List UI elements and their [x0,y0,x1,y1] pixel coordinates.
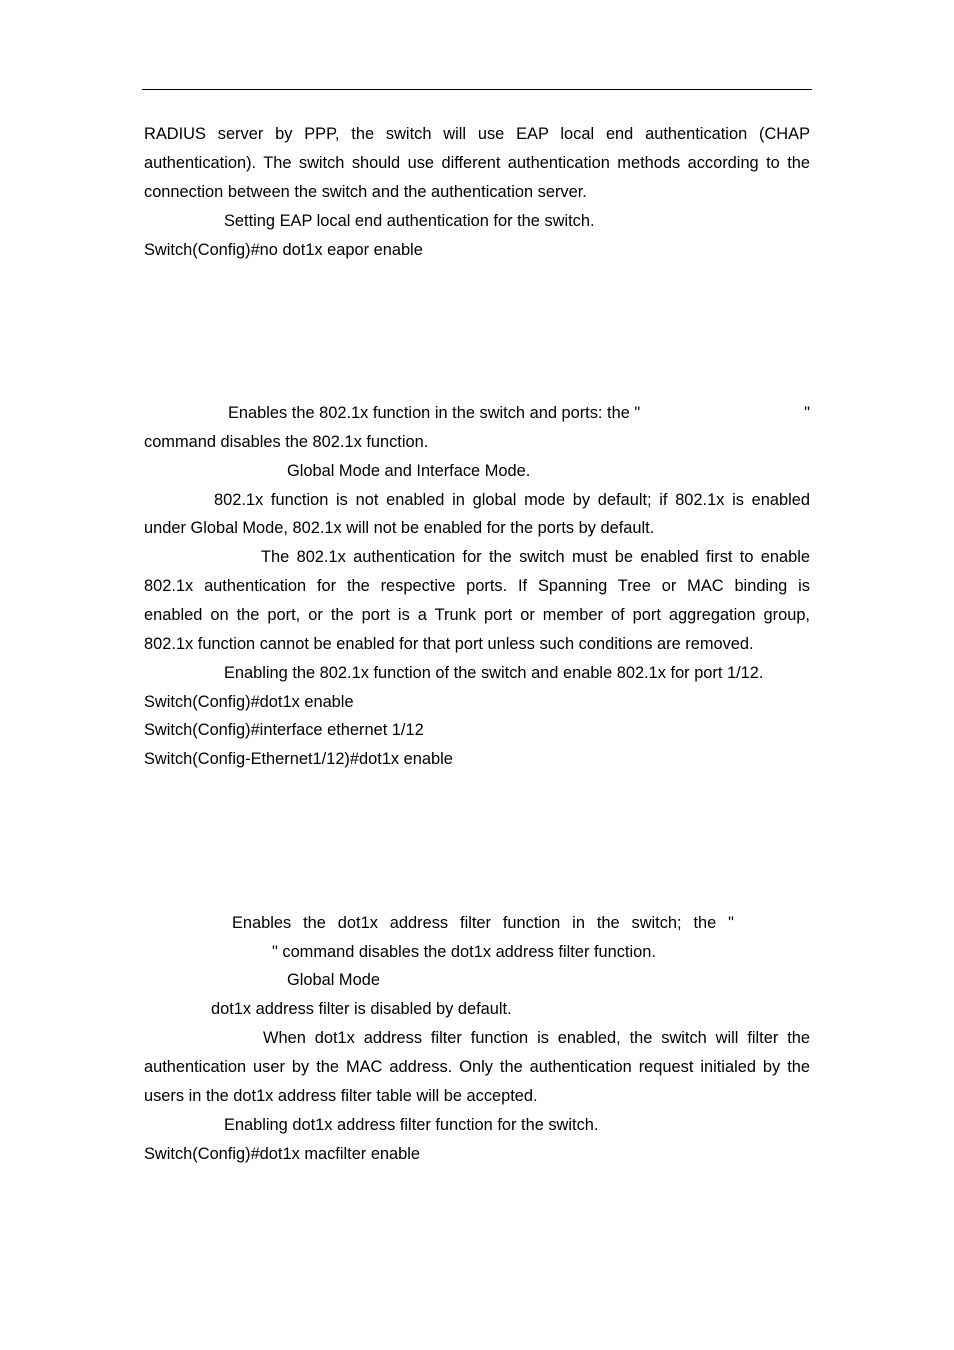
usage-line: The 802.1x authentication for the switch must be enabled first to enable [261,548,810,566]
mode-text: Global Mode and Interface Mode. [287,462,531,480]
example-text: Enabling dot1x address filter function for the switch. [224,1116,599,1134]
usage-line: 802.1x authentication for the respective ports. If Spanning Tree or MAC binding is [144,577,810,595]
function-line: " command disables the dot1x address filter function. [272,943,656,961]
default-line: under Global Mode, 802.1x will not be enabled for the ports by default. [144,519,655,537]
command-line: Switch(Config)#interface ethernet 1/12 [144,721,424,739]
function-text: Enables the 802.1x function in the switch and ports: the " [228,404,641,422]
usage-line: 802.1x function cannot be enabled for that port unless such conditions are removed. [144,635,754,653]
command-line: Switch(Config)#dot1x macfilter enable [144,1145,421,1163]
paragraph-line: authentication). The switch should use different authentication methods according to the [144,154,810,172]
function-line: Enables the dot1x address filter function in the switch; the " [232,914,734,932]
command-line: Switch(Config-Ethernet1/12)#dot1x enable [144,750,453,768]
paragraph-line: RADIUS server by PPP, the switch will use EAP local end authentication (CHAP [144,125,810,143]
paragraph-line: connection between the switch and the authentication server. [144,183,587,201]
usage-line: When dot1x address filter function is enabled, the switch will filter the [263,1029,810,1047]
usage-line: authentication user by the MAC address. Only the authentication request initialed by the [144,1058,810,1076]
function-line: command disables the 802.1x function. [144,433,429,451]
command-line: Switch(Config)#dot1x enable [144,693,354,711]
header-rule [142,89,812,90]
function-quote: " [804,404,810,422]
example-text: Enabling the 802.1x function of the switch and enable 802.1x for port 1/12. [224,664,764,682]
default-line: 802.1x function is not enabled in global mode by default; if 802.1x is enabled [214,491,810,509]
usage-line: users in the dot1x address filter table will be accepted. [144,1087,538,1105]
example-text: Setting EAP local end authentication for the switch. [224,212,595,230]
mode-text: Global Mode [287,971,380,989]
usage-line: enabled on the port, or the port is a Trunk port or member of port aggregation group, [144,606,810,624]
function-line [228,399,810,428]
command-line: Switch(Config)#no dot1x eapor enable [144,241,423,259]
default-text: dot1x address filter is disabled by default. [211,1000,512,1018]
